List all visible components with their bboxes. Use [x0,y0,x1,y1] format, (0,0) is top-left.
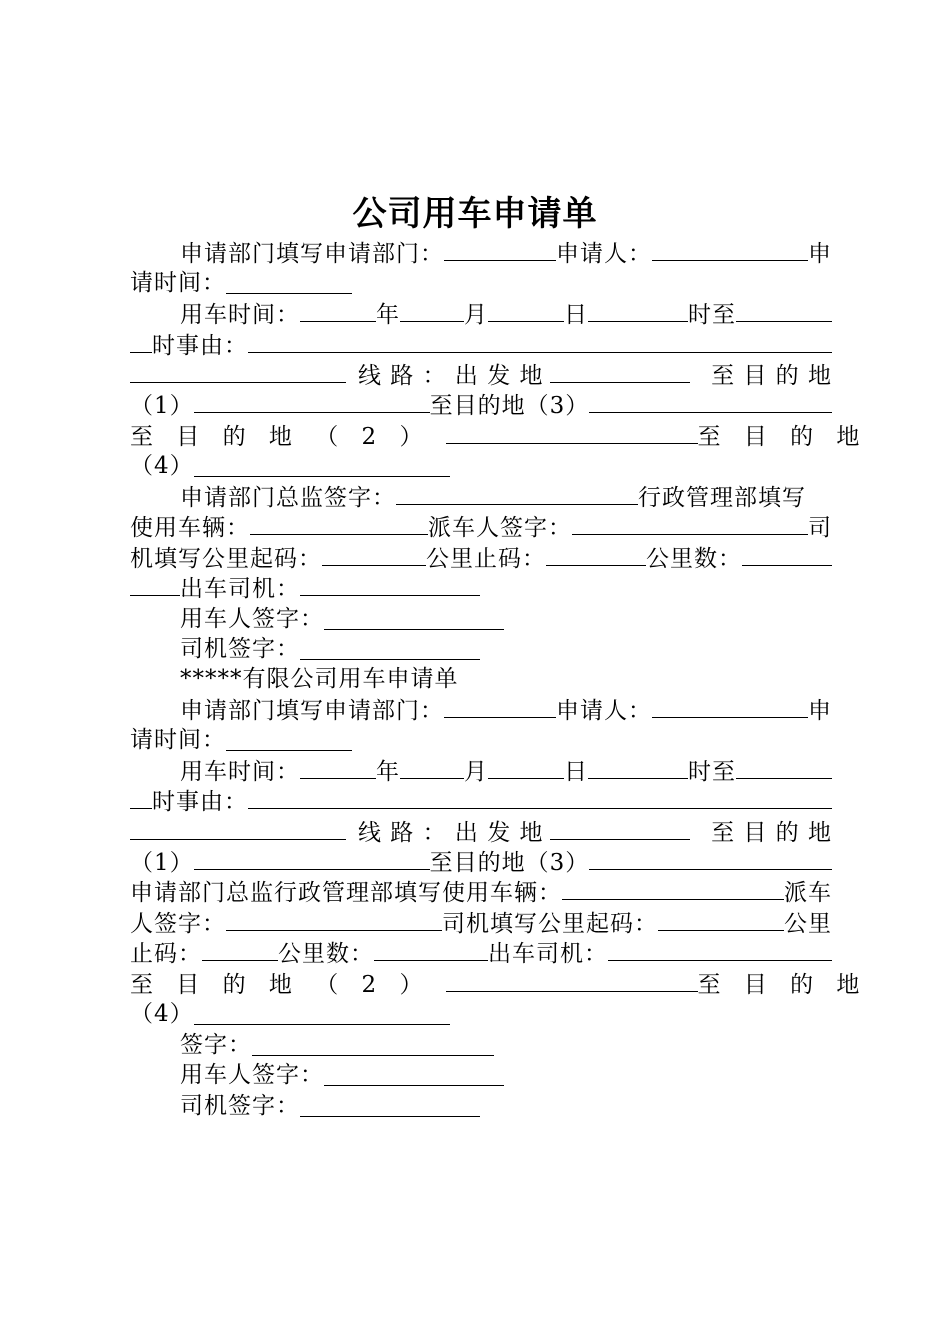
dispatcher-sign-field[interactable] [226,908,442,931]
label: 司机签字： [180,636,300,662]
form2-line-reason [130,786,832,816]
form2-line-dest2 [130,969,861,999]
label: 至 目 的 地 [697,424,861,450]
form2-line-mixed [130,877,832,907]
user-sign-field[interactable] [324,1063,504,1086]
km-field[interactable] [742,543,832,566]
hour-to-field[interactable] [736,756,832,779]
hour-field[interactable] [588,299,688,322]
label: 公里数： [278,941,374,967]
label: 时事由： [152,789,248,815]
form1-line-odometer [130,543,832,573]
dest4-field[interactable] [194,454,450,477]
form1-line-dest1 [130,390,832,420]
label: 申请部门总监签字： [180,485,396,511]
label: 申请人： [556,698,652,724]
label: 至 目 的 地 [697,972,861,998]
form2-line-time [130,725,832,755]
label: 使用车辆： [130,515,250,541]
label: 至目的地（3） [429,850,590,876]
label: （1） [130,393,194,419]
label: 人签字： [130,911,226,937]
label: 日 [564,302,588,328]
label: 用车人签字： [180,606,324,632]
reason-field[interactable] [248,786,832,809]
director-sign-field[interactable] [396,482,638,505]
form1-line-use-time [180,299,832,329]
label: 至 目 的 地 [711,820,832,846]
form2-line-sign [180,1030,832,1060]
label: 申请部门填写申请部门： [180,698,444,724]
applicant-field[interactable] [652,238,808,261]
form1-line-dest4 [130,451,832,481]
dest2-field[interactable] [446,421,698,444]
dest2-field[interactable] [446,969,698,992]
label: 司机填写公里起码： [442,911,658,937]
origin-field[interactable] [550,360,690,383]
dept-field[interactable] [444,238,556,261]
form1-line-route [130,360,832,390]
user-sign-field[interactable] [324,607,504,630]
hour-to-field[interactable] [736,299,832,322]
year-field[interactable] [300,756,376,779]
label: 日 [564,759,588,785]
dispatcher-sign-field[interactable] [572,512,808,535]
label: 派车 [784,880,832,906]
form1-line-user-sign [180,604,832,634]
label: 机填写公里起码： [130,546,322,572]
label: （4） [130,453,194,479]
label: 司机签字： [180,1093,300,1119]
label: 申请人： [556,241,652,267]
label: 请时间： [130,270,226,296]
hour-to-field-cont[interactable] [130,330,152,353]
apply-time-field[interactable] [226,271,352,294]
form1-line-time [130,268,832,298]
label: 申请部门填写申请部门： [180,241,444,267]
form2-line-dispatcher [130,908,832,938]
year-field[interactable] [300,299,376,322]
label: 至 目 的 地 [711,363,832,389]
label: 公里止码： [426,546,546,572]
label: 签字： [180,1032,252,1058]
driver-sign-field[interactable] [300,1094,480,1117]
label: 出车司机： [180,576,300,602]
label: 月 [464,302,488,328]
km-field[interactable] [374,938,488,961]
label: 申 [808,241,832,267]
vehicle-field[interactable] [562,877,784,900]
form2-line-driver-sign [180,1091,832,1121]
form1-line-driver [130,573,832,603]
km-field-cont[interactable] [130,573,180,596]
label: 派车人签字： [428,515,572,541]
form2-line-dest4 [130,999,832,1029]
day-field[interactable] [488,756,564,779]
form2-line-dept [180,695,832,725]
label: 年 [376,302,400,328]
label: （1） [130,850,194,876]
hour-field[interactable] [588,756,688,779]
label: 请时间： [130,727,226,753]
odo-start-field[interactable] [322,543,426,566]
label: 月 [464,759,488,785]
driver-field[interactable] [608,938,832,961]
dest1-field[interactable] [194,390,430,413]
dest3-field[interactable] [589,390,832,413]
label: 行政管理部填写 [638,485,806,511]
applicant-field[interactable] [652,695,808,718]
form1-line-dest2 [130,421,861,451]
reason-field-cont[interactable] [130,360,346,383]
label: 时事由： [152,333,248,359]
form1-line-vehicle [130,512,832,542]
form1-line-dept [180,238,832,268]
odo-end-field[interactable] [202,938,278,961]
label: 用车时间： [180,759,300,785]
day-field[interactable] [488,299,564,322]
month-field[interactable] [400,756,464,779]
label: 至目的地（3） [429,393,590,419]
label: 至 目 的 地 （ 2 ） [130,424,424,450]
reason-field[interactable] [248,330,832,353]
origin-field[interactable] [550,817,690,840]
label: 线 路 ： 出 发 地 [358,820,544,846]
hour-to-field-cont[interactable] [130,786,152,809]
label: 用车人签字： [180,1062,324,1088]
label: 申 [808,698,832,724]
dest3-field[interactable] [589,847,832,870]
label: 公里 [784,911,832,937]
label: 用车时间： [180,302,300,328]
form1-line-director [180,482,832,512]
odo-start-field[interactable] [658,908,784,931]
dest1-field[interactable] [194,847,430,870]
label: （4） [130,1001,194,1027]
form2-line-odometer [130,938,832,968]
label: 止码： [130,941,202,967]
month-field[interactable] [400,299,464,322]
form2-line-dest1 [130,847,832,877]
label: 时至 [688,302,736,328]
company-title: *****有限公司用车申请单 [180,666,459,692]
sign-field[interactable] [252,1033,494,1056]
odo-end-field[interactable] [546,543,646,566]
dest4-field[interactable] [194,1002,450,1025]
form2-line-use-time [180,756,832,786]
label: 时至 [688,759,736,785]
label: 司 [808,515,832,541]
reason-field-cont[interactable] [130,817,346,840]
form2-line-route [130,817,832,847]
label: 年 [376,759,400,785]
form1-line-driver-sign [180,634,832,664]
apply-time-field[interactable] [226,728,352,751]
form2-line-user-sign [180,1060,832,1090]
label: 线 路 ： 出 发 地 [358,363,544,389]
dept-field[interactable] [444,695,556,718]
label: 至 目 的 地 （ 2 ） [130,972,424,998]
driver-sign-field[interactable] [300,637,480,660]
vehicle-field[interactable] [250,512,428,535]
page-title: 公司用车申请单 [352,194,598,234]
driver-field[interactable] [300,573,480,596]
label: 公里数： [646,546,742,572]
label: 出车司机： [488,941,608,967]
form1-line-reason [130,330,832,360]
label: 申请部门总监行政管理部填写使用车辆： [130,880,562,906]
